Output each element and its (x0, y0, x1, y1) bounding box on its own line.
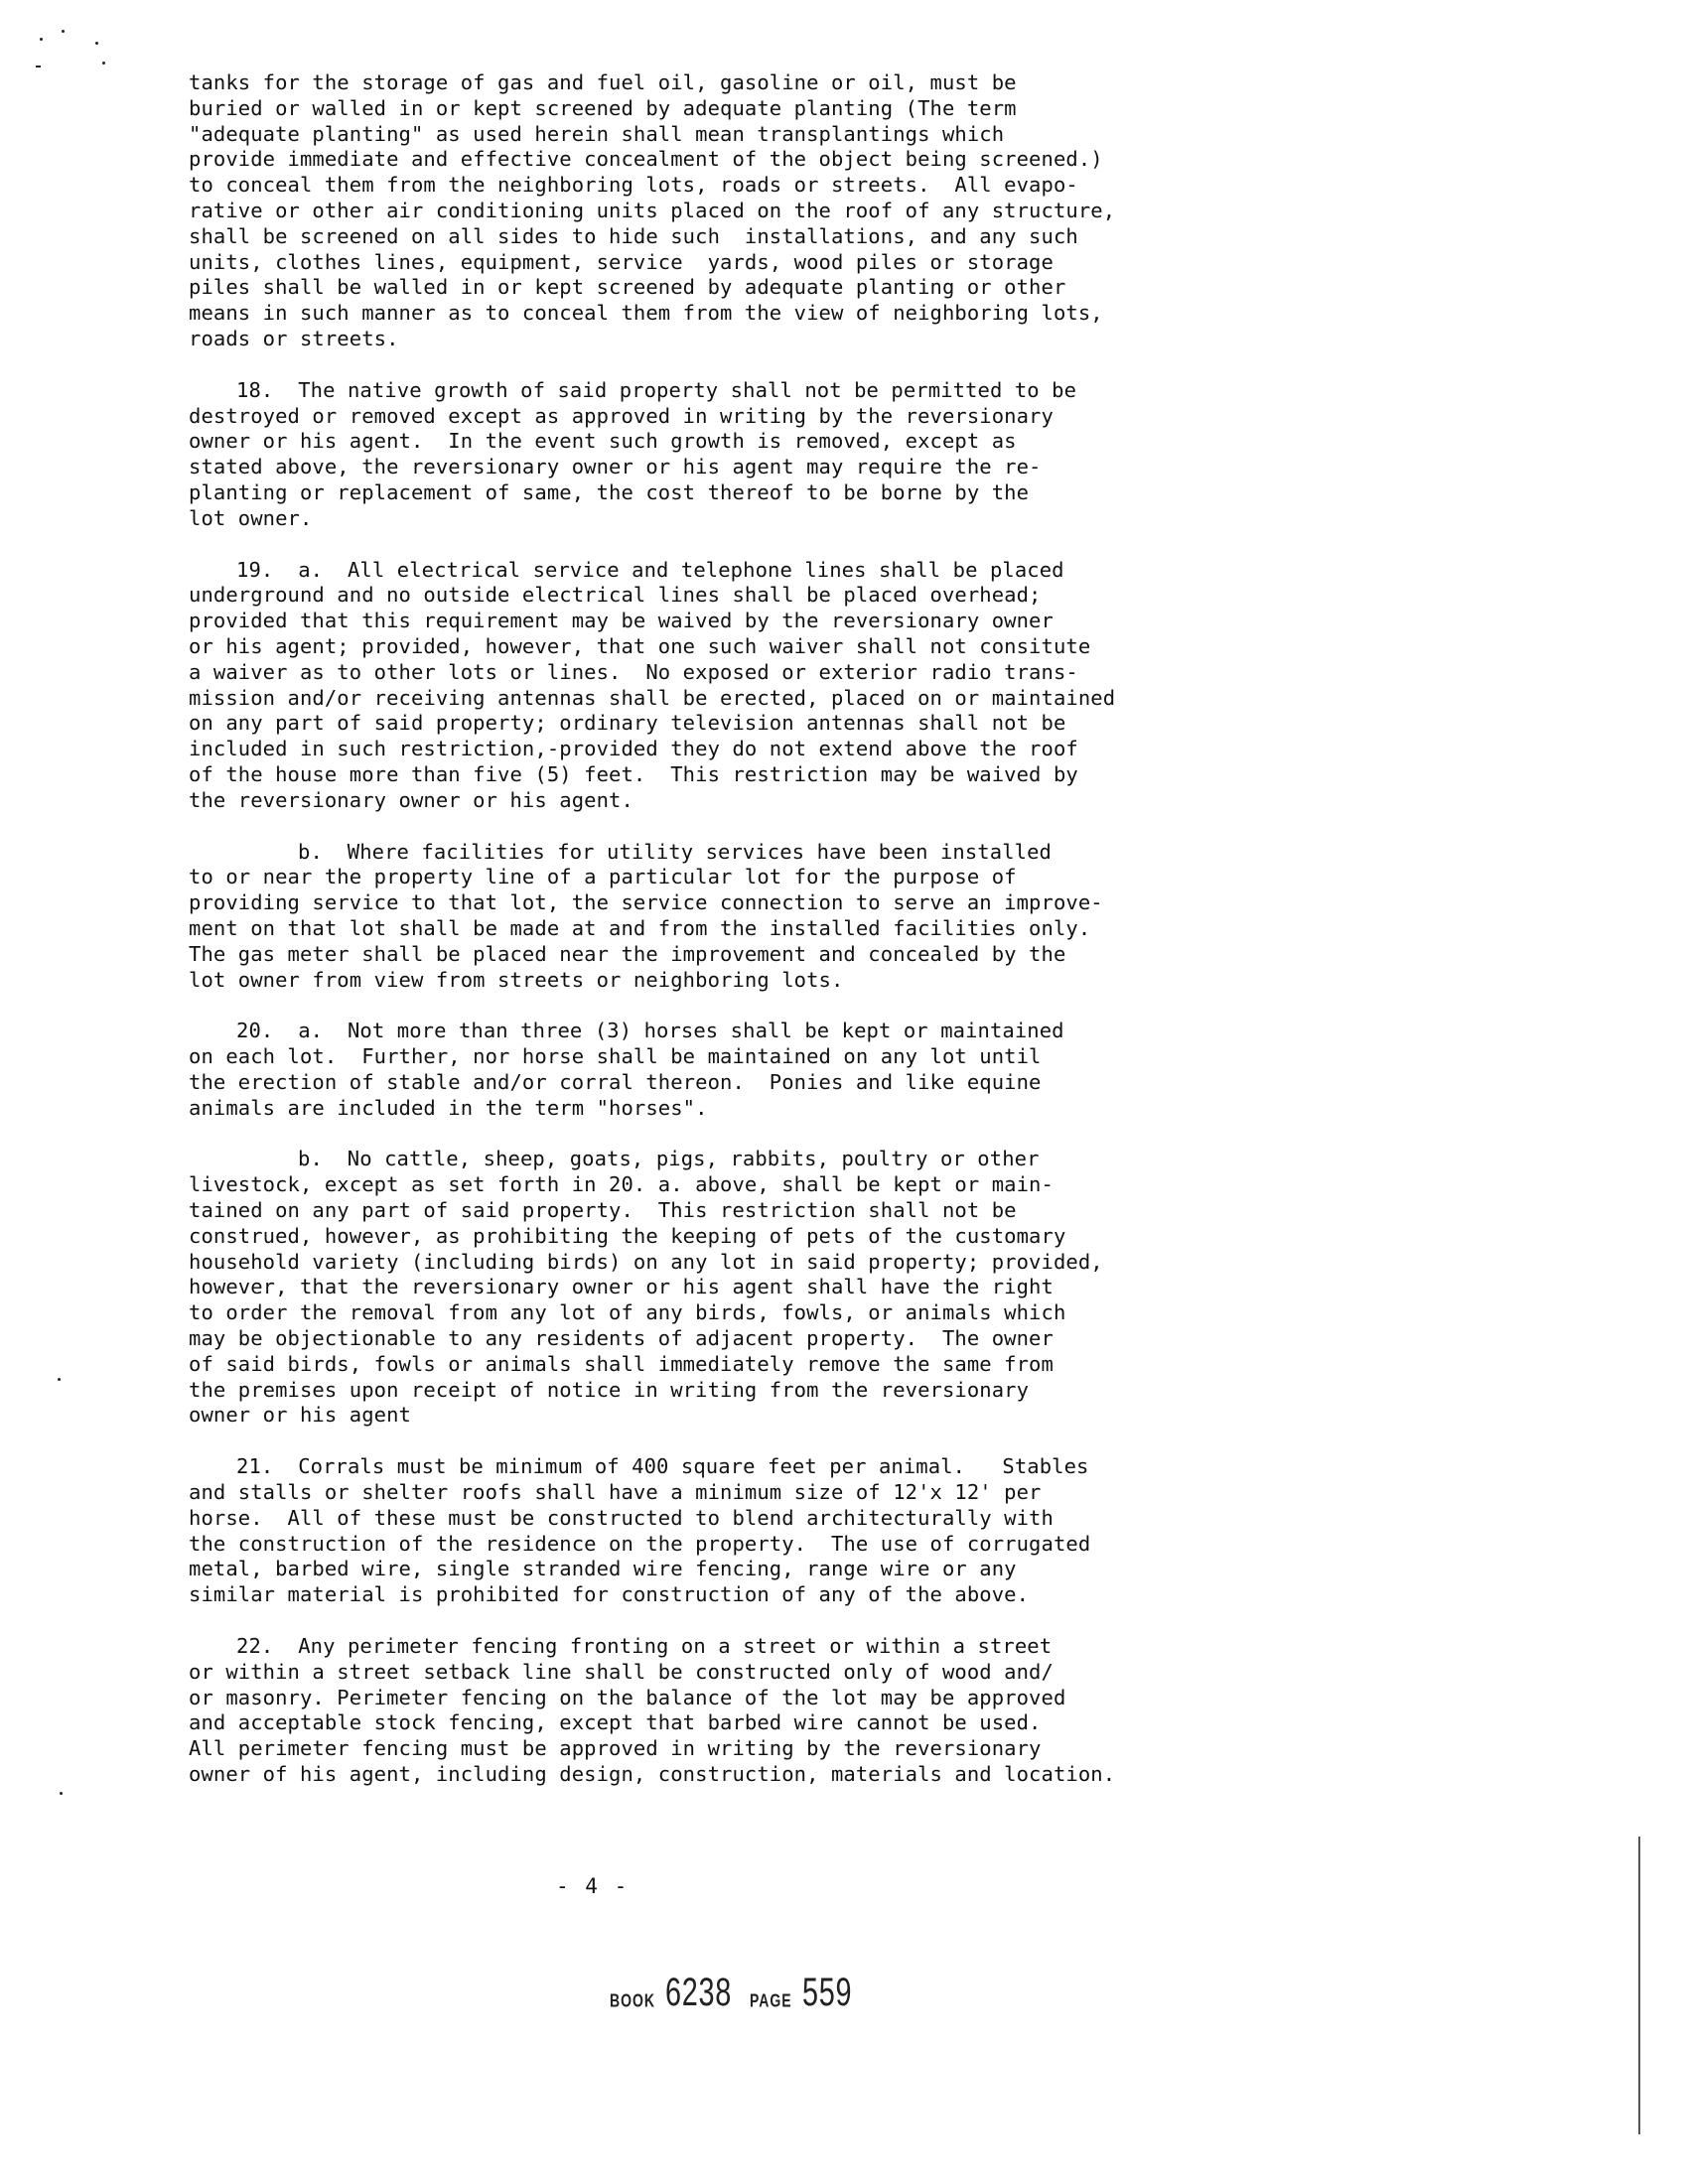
text-line: means in such manner as to conceal them from the view of neighboring lots, (189, 301, 1103, 326)
text-line: on each lot. Further, nor horse shall be maintained on any lot until (189, 1044, 1042, 1069)
page-label: PAGE (749, 1989, 792, 2011)
text-line: mission and/or receiving antennas shall be erected, placed on or maintained (189, 685, 1116, 710)
text-line: underground and no outside electrical lines shall be placed overhead; (189, 583, 1042, 608)
text-line: The gas meter shall be placed near the improvement and concealed by the (189, 941, 1066, 966)
text-line: and stalls or shelter roofs shall have a minimum size of 12'x 12' per (189, 1480, 1042, 1505)
text-line: or within a street setback line shall be constructed only of wood and/ (189, 1659, 1054, 1684)
text-line: provide immediate and effective concealment of the object being screened.) (189, 147, 1103, 172)
paragraph-p22 (189, 1634, 1182, 1788)
text-line: a waiver as to other lots or lines. No exposed or exterior radio trans- (189, 659, 1078, 684)
text-line: planting or replacement of same, the cost thereof to be borne by the (189, 479, 1030, 504)
text-line: or masonry. Perimeter fencing on the balance of the lot may be approved (189, 1685, 1066, 1709)
text-line: construed, however, as prohibiting the keeping of pets of the customary (189, 1223, 1066, 1248)
text-line: ment on that lot shall be made at and from the installed facilities only. (189, 915, 1091, 940)
text-line: 18. The native growth of said property shall not be permitted to be (236, 377, 1077, 402)
text-line: tanks for the storage of gas and fuel oil, gasoline or oil, must be (189, 70, 1017, 94)
paragraph-p17-continued (189, 70, 1182, 352)
text-line: and acceptable stock fencing, except that barbed wire cannot be used. (189, 1710, 1042, 1735)
book-label: BOOK (610, 1989, 655, 2011)
text-line: livestock, except as set forth in 20. a. above, shall be kept or main- (189, 1172, 1054, 1197)
scan-speck (58, 1378, 61, 1381)
recorded-page-number: 559 (801, 1971, 852, 2014)
text-line: or his agent; provided, however, that one such waiver shall not consitute (189, 633, 1091, 658)
text-line: roads or streets. (189, 326, 399, 350)
text-line: lot owner from view from streets or neighboring lots. (189, 967, 844, 992)
scan-speck (62, 30, 65, 33)
scan-edge-line (1638, 1837, 1640, 2134)
text-line: All perimeter fencing must be approved in writing by the reversionary (189, 1736, 1042, 1761)
text-line: lot owner. (189, 505, 313, 530)
text-line: to conceal them from the neighboring lots, roads or streets. All evapo- (189, 173, 1078, 198)
text-line: on any part of said property; ordinary television antennas shall not be (189, 711, 1066, 736)
page-number: - 4 - (556, 1874, 630, 1898)
text-line: destroyed or removed except as approved in writing by the reversionary (189, 403, 1054, 428)
text-line: "adequate planting" as used herein shall mean transplantings which (189, 121, 1005, 146)
text-line: shall be screened on all sides to hide such installations, and any such (189, 223, 1078, 248)
text-line: provided that this requirement may be waived by the reversionary owner (189, 609, 1054, 633)
text-line: 21. Corrals must be minimum of 400 square feet per animal. Stables (236, 1454, 1089, 1479)
text-line: b. Where facilities for utility services have been installed (298, 839, 1052, 864)
paragraph-p19b (189, 840, 1182, 994)
paragraph-p18 (189, 378, 1182, 532)
scan-speck (95, 42, 98, 45)
text-line: providing service to that lot, the service connection to serve an improve- (189, 890, 1103, 915)
text-line: may be objectionable to any residents of adjacent property. The owner (189, 1326, 1054, 1351)
text-line: b. No cattle, sheep, goats, pigs, rabbits, poultry or other (298, 1147, 1040, 1171)
text-line: included in such restriction,-provided they do not extend above the roof (189, 737, 1078, 761)
text-line: owner of his agent, including design, construction, materials and location. (189, 1762, 1116, 1787)
text-line: owner or his agent. In the event such growth is removed, except as (189, 429, 1017, 454)
text-line: buried or walled in or kept screened by adequate planting (The term (189, 95, 1017, 120)
text-line: rative or other air conditioning units placed on the roof of any structure, (189, 198, 1116, 222)
text-line: 19. a. All electrical service and telephone lines shall be placed (236, 557, 1064, 582)
recording-stamp (610, 1971, 853, 2015)
scan-speck (40, 38, 43, 41)
text-line: similar material is prohibited for construction of any of the above. (189, 1582, 1030, 1607)
text-line: tained on any part of said property. This restriction shall not be (189, 1198, 1017, 1223)
text-line: 22. Any perimeter fencing fronting on a street or within a street (236, 1634, 1053, 1659)
book-number: 6238 (665, 1971, 732, 2014)
text-line: owner or his agent (189, 1403, 411, 1428)
paragraph-p21 (189, 1454, 1182, 1608)
text-line: household variety (including birds) on any lot in said property; provided, (189, 1249, 1103, 1274)
text-line: the erection of stable and/or corral thereon. Ponies and like equine (189, 1069, 1042, 1094)
paragraph-p19a (189, 558, 1182, 814)
text-line: the premises upon receipt of notice in writing from the reversionary (189, 1377, 1030, 1402)
text-line: the reversionary owner or his agent. (189, 787, 633, 812)
text-line: to order the removal from any lot of any birds, fowls, or animals which (189, 1300, 1066, 1325)
scan-speck (60, 1792, 63, 1795)
document-body (189, 70, 1182, 1788)
text-line: horse. All of these must be constructed to blend architecturally with (189, 1505, 1054, 1530)
text-line: piles shall be walled in or kept screened by adequate planting or other (189, 275, 1066, 300)
text-line: the construction of the residence on the property. The use of corrugated (189, 1531, 1091, 1556)
text-line: stated above, the reversionary owner or his agent may require the re- (189, 455, 1042, 479)
text-line: 20. a. Not more than three (3) horses shall be kept or maintained (236, 1019, 1064, 1043)
scan-speck (102, 62, 105, 65)
text-line: units, clothes lines, equipment, service yards, wood piles or storage (189, 249, 1054, 274)
text-line: of the house more than five (5) feet. This restriction may be waived by (189, 761, 1078, 786)
scan-speck (36, 66, 41, 68)
text-line: to or near the property line of a particular lot for the purpose of (189, 865, 1017, 889)
text-line: animals are included in the term "horses". (189, 1095, 708, 1120)
paragraph-p20a (189, 1019, 1182, 1121)
text-line: of said birds, fowls or animals shall immediately remove the same from (189, 1351, 1054, 1376)
paragraph-p20b (189, 1147, 1182, 1429)
text-line: metal, barbed wire, single stranded wire fencing, range wire or any (189, 1557, 1017, 1581)
text-line: however, that the reversionary owner or his agent shall have the right (189, 1275, 1054, 1299)
